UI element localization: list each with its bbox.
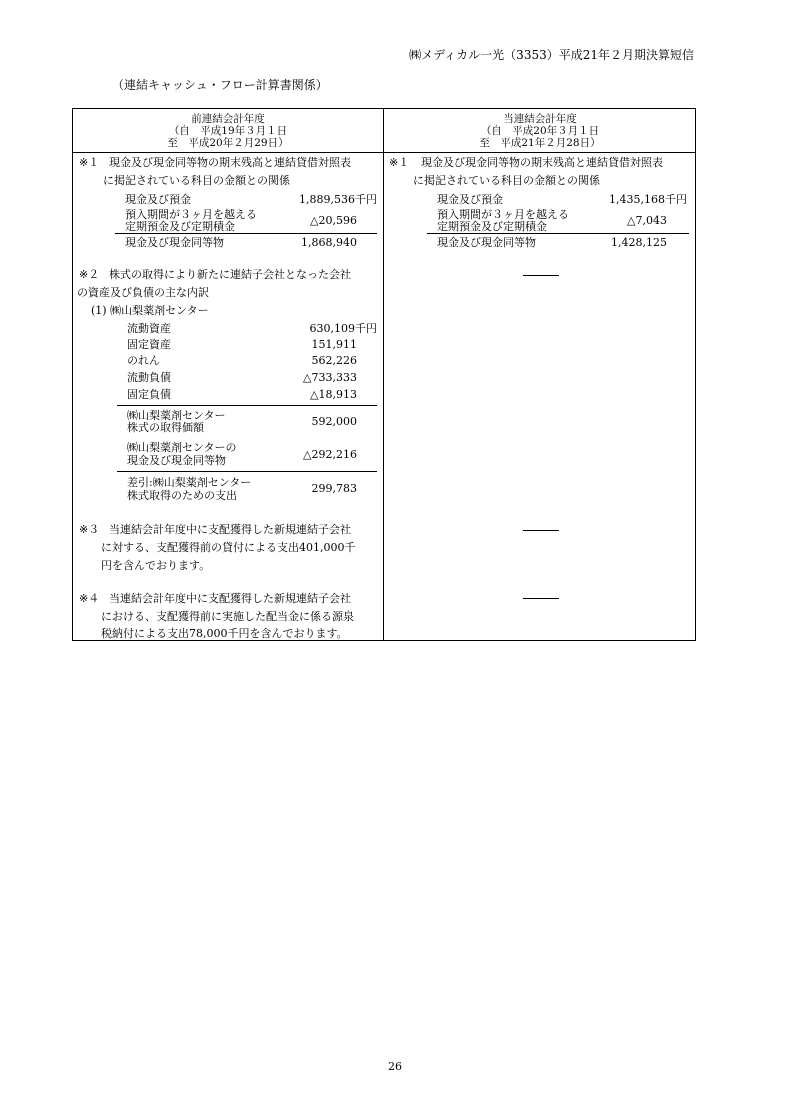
prev-note4-mark: ※４ bbox=[79, 592, 100, 605]
prev-note2-label: 固定負債 bbox=[127, 388, 171, 401]
curr-note1-line2: に掲記されている科目の金額との関係 bbox=[413, 174, 600, 187]
curr-note1-value: 1,435,168千円 bbox=[609, 193, 687, 206]
prev-note2-value: 562,226 bbox=[311, 354, 357, 367]
curr-note1-mark: ※１ bbox=[389, 156, 410, 169]
prev-note2-label: のれん bbox=[127, 354, 160, 367]
prev-note4-line1: 当連結会計年度中に支配獲得した新規連結子会社 bbox=[109, 592, 351, 605]
prev-note2-value: △733,333 bbox=[303, 371, 357, 384]
prev-note4-line2: における、支配獲得前に実施した配当金に係る源泉 bbox=[101, 610, 354, 623]
prev-note2-cash-label2: 現金及び現金同等物 bbox=[127, 454, 226, 467]
curr-note1-label: 現金及び現金同等物 bbox=[437, 236, 536, 249]
prev-note1-label: 預入期間が３ヶ月を越える bbox=[125, 208, 257, 221]
prev-note1-label: 定期預金及び定期積金 bbox=[125, 220, 235, 233]
prev-note2-label: 固定資産 bbox=[127, 338, 171, 351]
prev-note2-value: 151,911 bbox=[311, 338, 357, 351]
prev-note2-price-label: ㈱山梨薬剤センター bbox=[127, 409, 226, 422]
prev-period-title: 前連結会計年度 bbox=[191, 113, 265, 125]
prev-period-to: 至 平成20年２月29日） bbox=[167, 137, 289, 149]
prev-note1-line2: に掲記されている科目の金額との関係 bbox=[103, 174, 290, 187]
page-number: 26 bbox=[388, 1060, 402, 1073]
curr-note2-empty-dash bbox=[523, 275, 559, 276]
prev-note2-cash-value: △292,216 bbox=[303, 448, 357, 461]
prev-note2-rule bbox=[117, 471, 377, 472]
curr-period-from: （自 平成20年３月１日 bbox=[480, 125, 600, 137]
prev-note2-price-value: 592,000 bbox=[311, 415, 357, 428]
prev-note2-line2: の資産及び負債の主な内訳 bbox=[77, 286, 209, 299]
prev-note2-sub: (1) ㈱山梨薬剤センター bbox=[91, 304, 209, 317]
prev-note2-price-label2: 株式の取得価額 bbox=[127, 421, 204, 434]
prev-note2-label: 流動負債 bbox=[127, 371, 171, 384]
prev-note1-value: △20,596 bbox=[310, 214, 357, 227]
prev-note3-line1: 当連結会計年度中に支配獲得した新規連結子会社 bbox=[109, 523, 351, 536]
curr-note1-label: 現金及び預金 bbox=[437, 193, 503, 206]
prev-note4-line3: 税納付による支出78,000千円を含んでおります。 bbox=[101, 627, 348, 640]
curr-period-to: 至 平成21年２月28日） bbox=[479, 137, 601, 149]
curr-period-title: 当連結会計年度 bbox=[503, 113, 577, 125]
header-divider bbox=[73, 152, 695, 153]
prev-period-from: （自 平成19年３月１日 bbox=[168, 125, 288, 137]
prev-note2-value: 630,109千円 bbox=[309, 322, 377, 335]
document-header: ㈱メディカル一光（3353）平成21年２月期決算短信 bbox=[409, 48, 694, 62]
prev-note1-value: 1,889,536千円 bbox=[299, 193, 377, 206]
column-divider bbox=[383, 109, 384, 640]
prev-note2-line1: 株式の取得により新たに連結子会社となった会社 bbox=[109, 268, 351, 281]
cash-flow-notes-table bbox=[72, 108, 696, 641]
prev-note1-line1: 現金及び現金同等物の期末残高と連結貸借対照表 bbox=[109, 156, 351, 169]
prev-note2-mark: ※２ bbox=[79, 268, 100, 281]
curr-note3-empty-dash bbox=[523, 530, 559, 531]
prev-note1-label: 現金及び現金同等物 bbox=[125, 236, 224, 249]
curr-note1-line1: 現金及び現金同等物の期末残高と連結貸借対照表 bbox=[421, 156, 663, 169]
prev-note2-net-label2: 株式取得のための支出 bbox=[127, 489, 237, 502]
prev-note2-net-value: 299,783 bbox=[311, 482, 357, 495]
curr-note1-label: 定期預金及び定期積金 bbox=[437, 220, 547, 233]
curr-note1-value: 1,428,125 bbox=[611, 236, 667, 249]
prev-column-header bbox=[73, 109, 383, 152]
prev-note2-label: 流動資産 bbox=[127, 322, 171, 335]
prev-note2-cash-label: ㈱山梨薬剤センターの bbox=[127, 441, 237, 454]
curr-note4-empty-dash bbox=[523, 598, 559, 599]
curr-column-header bbox=[384, 109, 696, 152]
prev-note2-rule bbox=[117, 405, 377, 406]
prev-note1-mark: ※１ bbox=[79, 156, 100, 169]
prev-note3-line3: 円を含んでおります。 bbox=[101, 559, 211, 572]
prev-note1-label: 現金及び預金 bbox=[125, 193, 191, 206]
curr-note1-rule bbox=[427, 233, 689, 234]
curr-note1-label: 預入期間が３ヶ月を越える bbox=[437, 208, 569, 221]
curr-note1-value: △7,043 bbox=[627, 214, 667, 227]
prev-note2-value: △18,913 bbox=[310, 388, 357, 401]
prev-note1-value: 1,868,940 bbox=[301, 236, 357, 249]
prev-note3-mark: ※３ bbox=[79, 523, 100, 536]
prev-note2-net-label: 差引:㈱山梨薬剤センター bbox=[127, 476, 252, 489]
prev-note3-line2: に対する、支配獲得前の貸付による支出401,000千 bbox=[101, 541, 356, 554]
section-caption: （連結キャッシュ・フロー計算書関係） bbox=[112, 78, 328, 92]
prev-note1-rule bbox=[115, 233, 377, 234]
